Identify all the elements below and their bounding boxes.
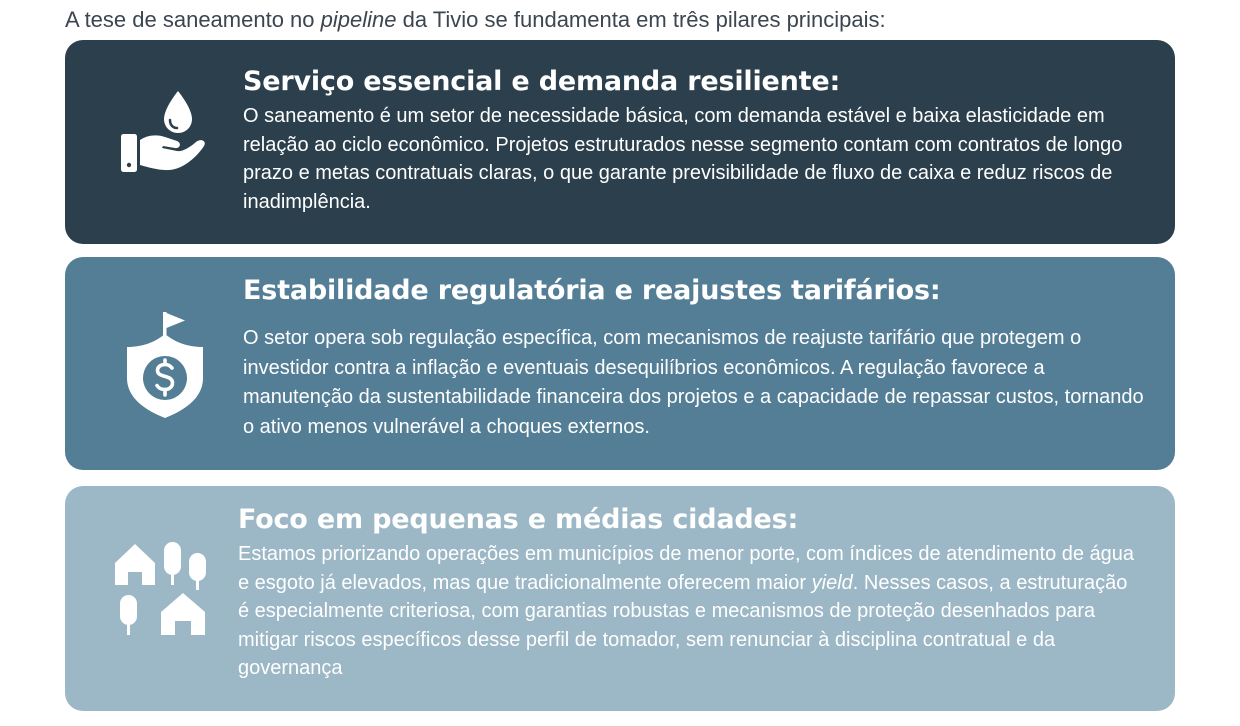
intro-emphasis: pipeline [320,7,397,32]
pillar-card-regulatory-stability [65,257,1175,470]
pillar-body: O saneamento é um setor de necessidade básica, com demanda estável e baixa elasticidade em relação ao ciclo econômico. Projetos estruturados nesse segmento contam com contratos de longo prazo e metas contratuais claras, o que garante previsibilidade de fluxo de caixa e reduz riscos de inadimplência. [243,105,1123,213]
pillar-title: Serviço essencial e demanda resiliente: [243,66,841,97]
houses-trees-icon [113,541,213,641]
pillar-title: Estabilidade regulatória e reajustes tarifários: [243,275,941,306]
pillar-card-essential-service [65,40,1175,244]
hand-water-drop-icon [117,88,209,180]
intro-suffix: da Tivio se fundamenta em três pilares principais: [396,7,886,32]
pillar-body: O setor opera sob regulação específica, com mecanismos de reajuste tarifário que protegem o investidor contra a inflação e eventuais desequilíbrios econômicos. A regulação favorece a manutenção da sustentabilidade financeira dos projetos e a capacidade de repassar custos, tornando o ativo menos vulnerável a choques externos. [243,327,1144,438]
shield-dollar-flag-icon [123,312,207,420]
pillar-title: Foco em pequenas e médias cidades: [238,504,799,535]
pillar-body-part: . Nesses casos, a estruturação é especialmente criteriosa, com garantias robustas e mecanismos de proteção desenhados para mitigar riscos específicos desse perfil de tomador, sem renunciar à disciplina contratual e da governança [238,571,1128,680]
pillar-body-emphasis: yield [811,571,853,594]
intro-prefix: A tese de saneamento no [65,7,321,32]
intro-text [65,5,886,35]
pillar-body [238,540,1138,683]
pillar-card-small-cities [65,486,1175,711]
pillar-body-part: Estamos priorizando operações em municípios de menor porte, com índices de atendimento de água e esgoto já elevados, mas que tradicionalmente oferecem maior [238,543,1135,594]
